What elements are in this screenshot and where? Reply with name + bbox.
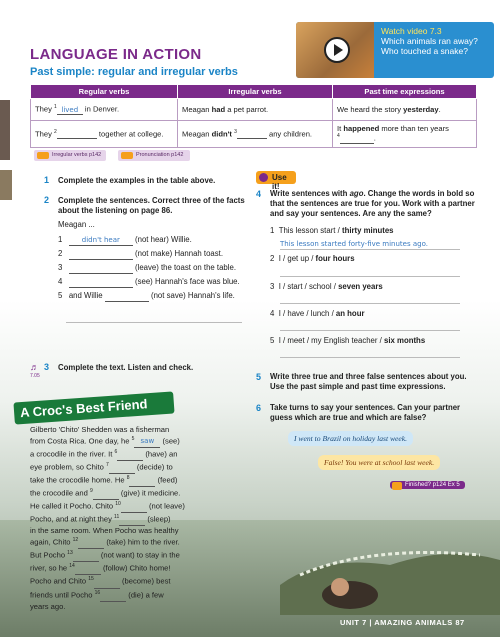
story-line: He called it Pocho. Chito $^{10}$ (not leave) bbox=[30, 500, 240, 513]
answer-gap[interactable] bbox=[57, 130, 97, 139]
answer-line[interactable] bbox=[280, 303, 460, 304]
irregular-verbs-link[interactable]: Irregular verbs p142 bbox=[34, 150, 106, 161]
play-icon[interactable] bbox=[324, 37, 350, 63]
answer-gap[interactable] bbox=[121, 503, 147, 514]
story-line: eye problem, so Chito $^7$ (decide) to bbox=[30, 461, 240, 474]
headphones-icon: ♬ bbox=[30, 362, 39, 372]
cell-text: more than ten years bbox=[381, 124, 449, 133]
list-item: 3 I / start / school / seven years bbox=[270, 282, 383, 291]
exercise-instruction: Complete the examples in the table above. bbox=[58, 176, 216, 185]
finished-link[interactable]: Finished? p124 Ex 5 bbox=[390, 481, 465, 489]
grammar-table bbox=[30, 84, 477, 148]
cell-text: Meagan bbox=[182, 129, 210, 139]
exercise-instruction: Write sentences with ago. Change the words in bold so that the sentences are true for you. Work with a partner and say your sentences. Are any the same? bbox=[270, 189, 475, 218]
story-line: But Pocho $^{13}$ (not want) to stay in the bbox=[30, 549, 240, 562]
cell-text: . bbox=[438, 105, 441, 114]
story-line: river, so he $^{14}$ (follow) Chito home! bbox=[30, 562, 240, 575]
exercise-instruction: Complete the text. Listen and check. bbox=[58, 363, 194, 372]
page-number: 87 bbox=[455, 618, 465, 627]
answer-line[interactable] bbox=[280, 276, 460, 277]
list-item: 2 I / get up / four hours bbox=[270, 254, 355, 263]
use-it-badge: Use it! bbox=[256, 171, 296, 184]
list-item bbox=[58, 235, 248, 246]
story-line: Pocho, and at night they $^{11}$ (sleep) bbox=[30, 513, 240, 526]
cell-text: in Denver. bbox=[84, 104, 120, 114]
gap-number: 2 bbox=[54, 128, 57, 135]
answer-line[interactable] bbox=[280, 249, 460, 250]
page-subtitle: Past simple: regular and irregular verbs bbox=[30, 66, 238, 78]
exercise-number: 1 bbox=[44, 175, 50, 185]
item-text: (not make) Hannah toast. bbox=[135, 249, 223, 258]
cell-text: Meagan bbox=[182, 105, 210, 114]
list-item bbox=[58, 263, 248, 274]
answer-gap[interactable] bbox=[94, 578, 120, 589]
column-header: Irregular verbs bbox=[178, 85, 333, 99]
section-label: AMAZING ANIMALS bbox=[374, 618, 453, 627]
list-item bbox=[58, 291, 248, 302]
speech-bubble: False! You were at school last week. bbox=[318, 455, 440, 470]
item-text: (see) Hannah's face was blue. bbox=[135, 277, 240, 286]
cell-bold: happened bbox=[343, 124, 380, 133]
exercise-number: 5 bbox=[256, 372, 262, 382]
story-title: A Croc's Best Friend bbox=[13, 391, 174, 424]
answer-gap[interactable]: saw bbox=[134, 437, 160, 448]
example-answer: This lesson started forty-five minutes ago. bbox=[280, 240, 428, 248]
side-photo bbox=[0, 100, 10, 160]
item-number: 5 bbox=[58, 291, 63, 300]
table-cell bbox=[333, 121, 477, 148]
column-header: Past time expressions bbox=[333, 85, 477, 99]
answer-gap[interactable]: didn't hear bbox=[69, 235, 133, 246]
unit-label: UNIT 7 bbox=[340, 618, 367, 627]
answer-gap[interactable] bbox=[100, 591, 126, 602]
video-panel[interactable] bbox=[296, 22, 494, 78]
item-text: (not hear) Willie. bbox=[135, 235, 192, 244]
cell-bold: had bbox=[211, 105, 226, 114]
answer-gap[interactable] bbox=[340, 135, 374, 144]
exercise-instruction: Write three true and three false sentences about you. Use the past simple and past time expressions. bbox=[270, 372, 467, 391]
answer-gap[interactable] bbox=[105, 291, 149, 302]
speech-bubble: I went to Brazil on holiday last week. bbox=[288, 431, 413, 446]
answer-gap[interactable] bbox=[73, 552, 99, 563]
answer-gap[interactable] bbox=[69, 249, 133, 260]
answer-gap[interactable] bbox=[75, 565, 101, 576]
list-item: 4 I / have / lunch / an hour bbox=[270, 309, 365, 318]
story-line: take the crocodile home. He $^8$ (feed) bbox=[30, 474, 240, 487]
cell-text: It bbox=[337, 124, 342, 133]
answer-gap[interactable] bbox=[119, 516, 145, 527]
column-header: Regular verbs bbox=[31, 85, 178, 99]
answer-line[interactable] bbox=[280, 357, 460, 358]
list-item bbox=[58, 277, 248, 288]
item-text: (leave) the toast on the table. bbox=[135, 263, 237, 272]
exercise-instruction: Complete the sentences. Correct three of the facts about the listening on page 86. bbox=[58, 196, 245, 215]
table-cell bbox=[31, 121, 178, 148]
list-item: 1 This lesson start / thirty minutes bbox=[270, 226, 394, 235]
story-text bbox=[30, 425, 240, 611]
story-line: the crocodile and $^9$ (give) it medicine. bbox=[30, 487, 240, 500]
page-footer: UNIT 7 | AMAZING ANIMALS 87 bbox=[340, 618, 465, 627]
answer-gap[interactable] bbox=[69, 277, 133, 288]
story-line: again, Chito $^{12}$ (take) him to the river. bbox=[30, 536, 240, 549]
video-question: Who touched a snake? bbox=[381, 46, 468, 56]
crocodile-image bbox=[280, 515, 500, 615]
cell-text: They bbox=[35, 104, 52, 114]
item-number: 2 bbox=[58, 249, 63, 258]
item-text: and Willie bbox=[68, 291, 103, 300]
answer-gap[interactable]: lived bbox=[57, 106, 83, 115]
page-title: LANGUAGE IN ACTION bbox=[30, 46, 202, 63]
exercise-number: 3 bbox=[44, 362, 50, 372]
cell-text: They bbox=[35, 129, 52, 139]
cell-text: a pet parrot. bbox=[227, 105, 269, 114]
answer-gap[interactable] bbox=[237, 130, 267, 139]
exercise-number: 4 bbox=[256, 189, 262, 199]
answer-gap[interactable] bbox=[109, 463, 135, 474]
story-line: Gilberto 'Chito' Shedden was a fisherman bbox=[30, 425, 170, 434]
cell-bold: yesterday bbox=[403, 105, 439, 114]
list-item: 5 I / meet / my English teacher / six months bbox=[270, 336, 426, 345]
answer-gap[interactable] bbox=[129, 477, 155, 488]
story-line: in the same room. When Pocho was healthy bbox=[30, 526, 179, 536]
pronunciation-link[interactable]: Pronunciation p142 bbox=[118, 150, 190, 161]
track-number: 7.05 bbox=[30, 373, 40, 379]
story-line: a crocodile in the river. It $^6$ (have) an bbox=[30, 448, 240, 461]
exercise-instruction: Take turns to say your sentences. Can your partner guess which are true and which are false? bbox=[270, 403, 461, 422]
table-cell bbox=[333, 99, 477, 121]
story-line: from Costa Rica. One day, he $^5$ saw (see) bbox=[30, 435, 240, 448]
table-cell bbox=[178, 121, 333, 148]
cell-text: any children. bbox=[268, 129, 313, 139]
story-line: years ago. bbox=[30, 601, 66, 611]
cell-text: We heard the story bbox=[337, 105, 402, 114]
cell-text: . bbox=[373, 133, 376, 143]
cell-bold: didn't bbox=[211, 129, 232, 139]
video-question: Which animals ran away? bbox=[381, 36, 478, 46]
item-text: (not save) Hannah's life. bbox=[151, 291, 235, 300]
answer-line[interactable] bbox=[280, 330, 460, 331]
video-label: Watch video 7.3 bbox=[381, 26, 442, 36]
answer-line[interactable] bbox=[66, 322, 242, 323]
answer-gap[interactable] bbox=[93, 490, 119, 501]
side-photo bbox=[0, 170, 12, 200]
item-number: 4 bbox=[58, 277, 63, 286]
table-cell bbox=[178, 99, 333, 121]
gap-number: 3 bbox=[234, 128, 237, 135]
story-line: friends until Pocho $^{16}$ (die) a few bbox=[30, 589, 240, 602]
item-number: 3 bbox=[58, 263, 63, 272]
cell-text: together at college. bbox=[98, 129, 164, 139]
answer-gap[interactable] bbox=[78, 539, 104, 550]
exercise-number: 6 bbox=[256, 403, 262, 413]
exercise-number: 2 bbox=[44, 195, 50, 205]
gap-number: 1 bbox=[54, 104, 57, 111]
answer-gap[interactable] bbox=[117, 450, 143, 461]
answer-gap[interactable] bbox=[69, 263, 133, 274]
exercise-lead: Meagan ... bbox=[58, 220, 95, 229]
table-cell bbox=[31, 99, 178, 121]
list-item bbox=[58, 249, 248, 260]
gap-number: 4 bbox=[337, 133, 340, 139]
story-line: Pocho and Chito $^{15}$ (become) best bbox=[30, 575, 240, 588]
item-number: 1 bbox=[58, 235, 63, 244]
